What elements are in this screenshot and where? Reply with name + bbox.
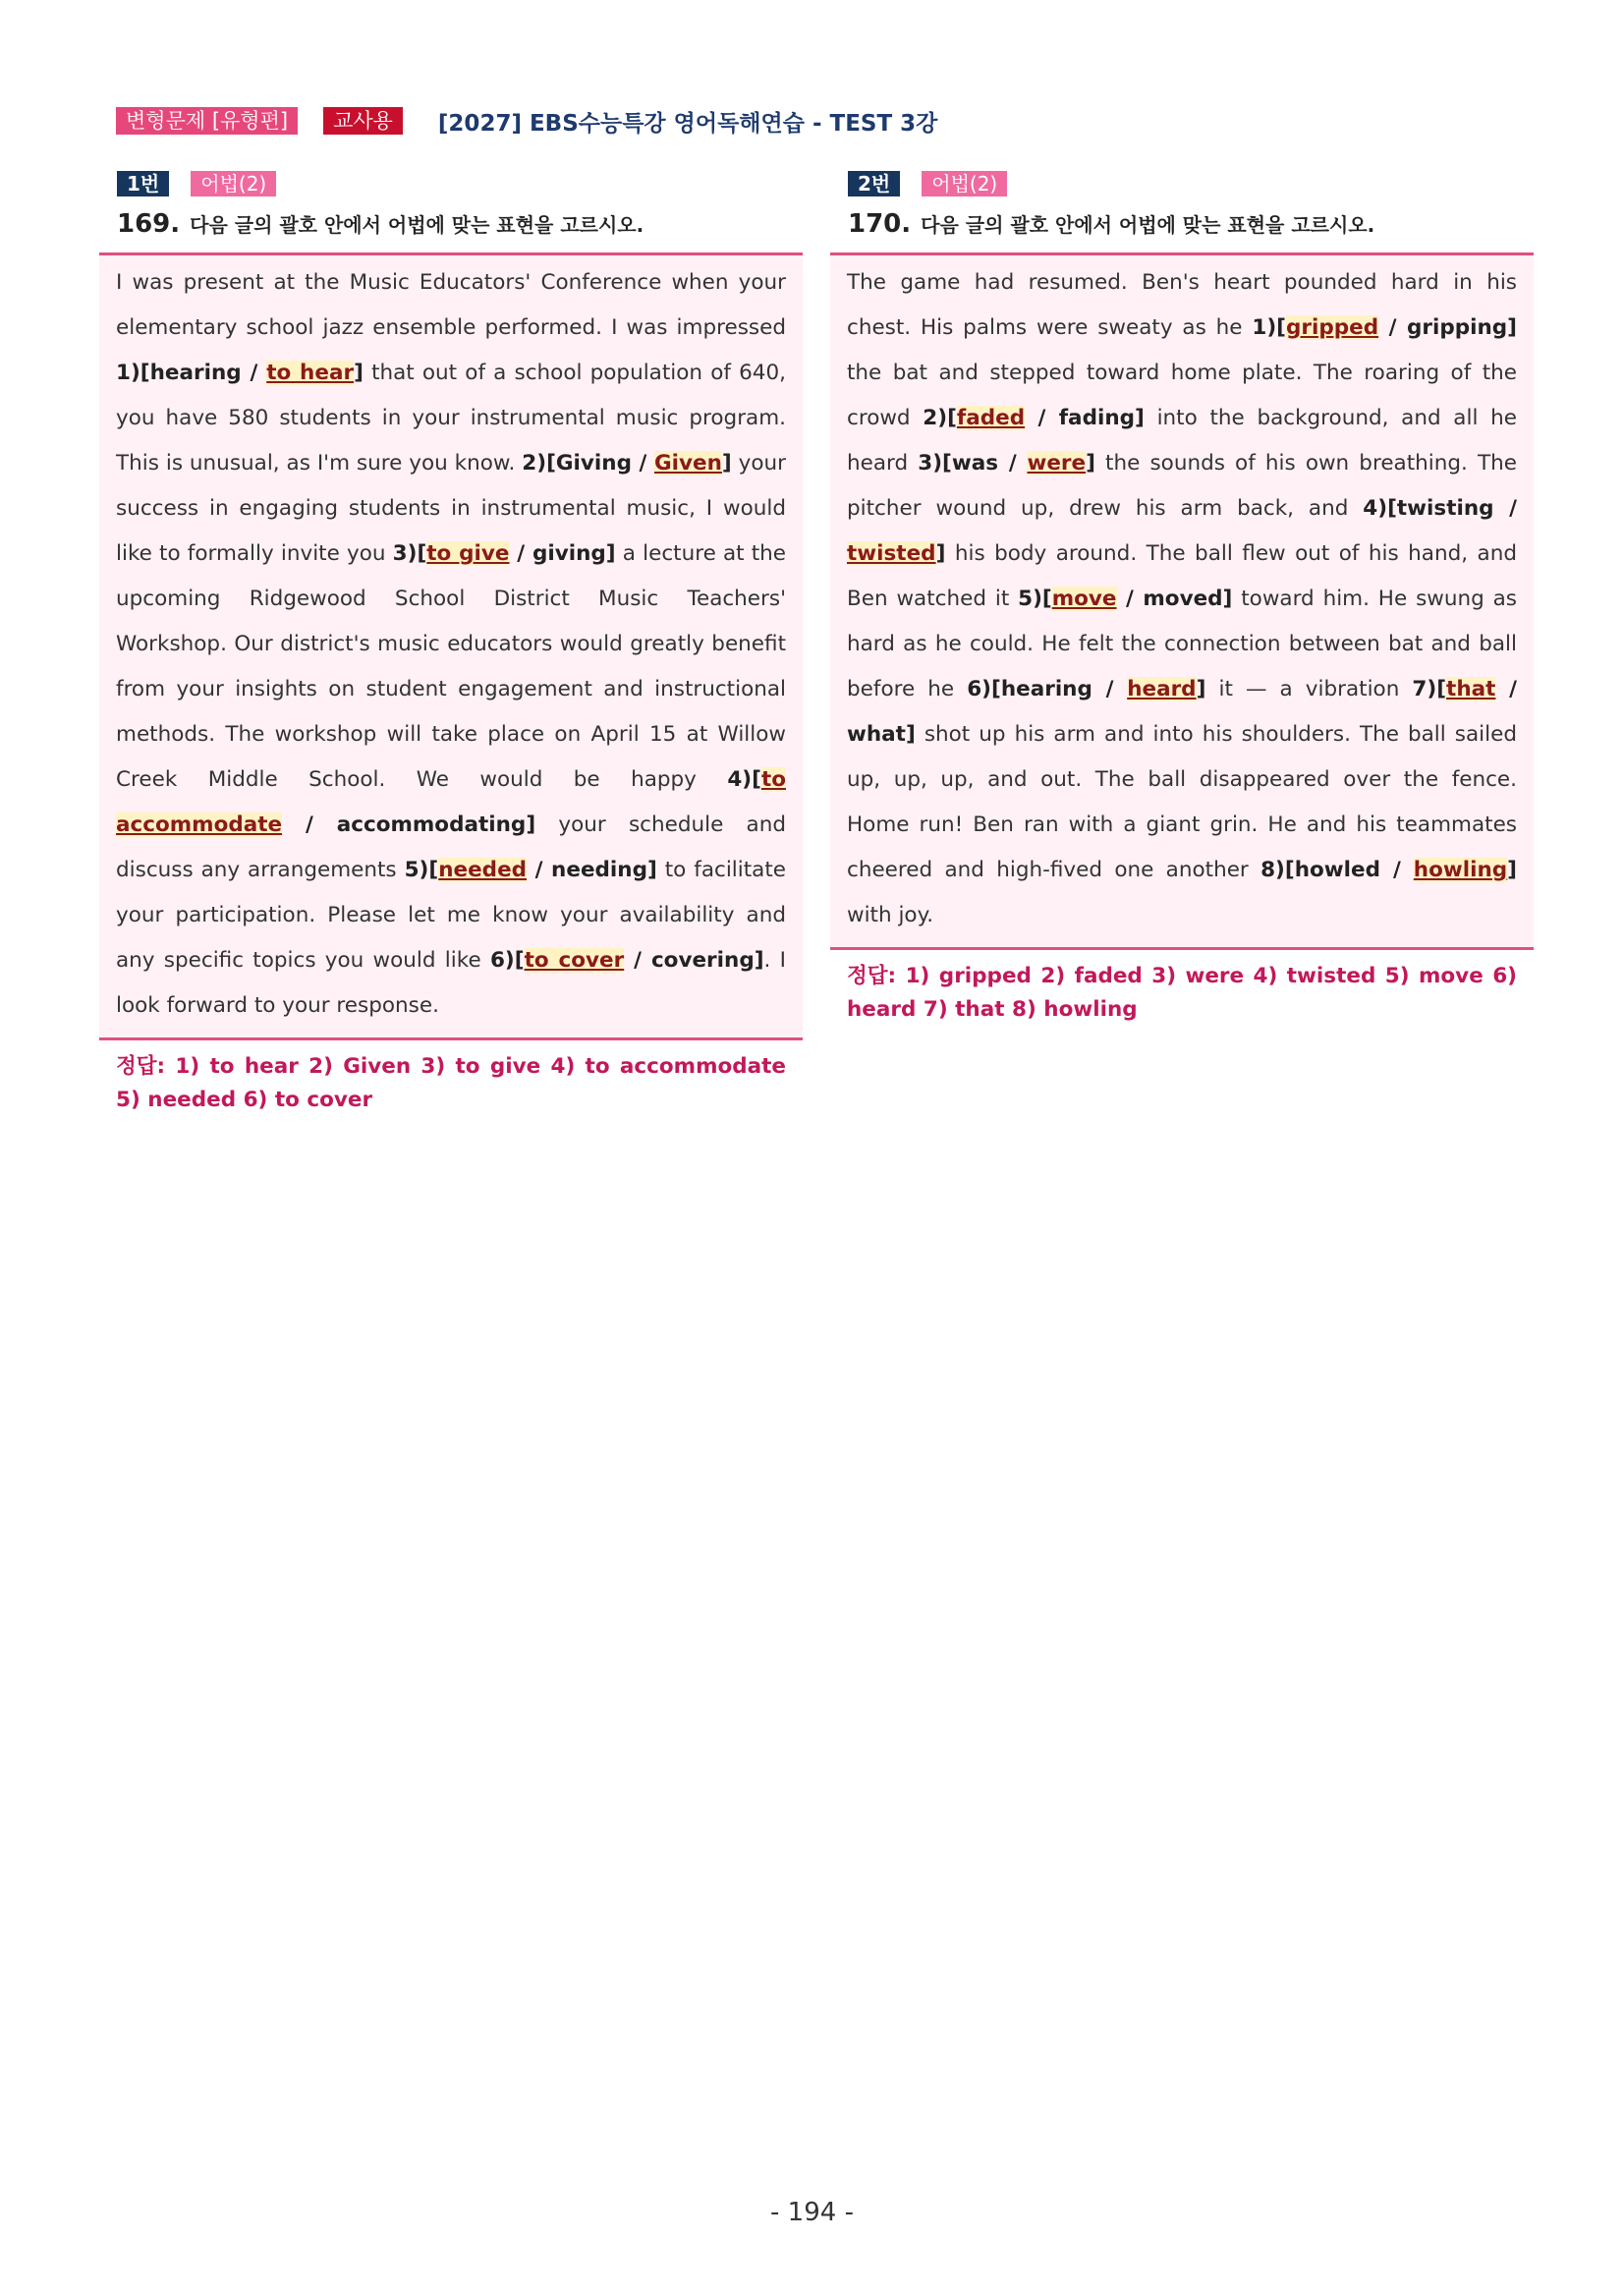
answer-highlight: heard	[1127, 677, 1197, 701]
answer-highlight: to give	[426, 541, 510, 566]
bracket-choice: 5)[	[404, 858, 439, 882]
bracket-choice: / moved]	[1116, 587, 1233, 611]
answer-highlight: Given	[653, 451, 722, 476]
bracket-choice: 6)[hearing /	[967, 677, 1128, 701]
answer-highlight: howling	[1413, 858, 1508, 882]
bracket-choice: / accommodating]	[282, 812, 536, 837]
question-instruction: 다음 글의 괄호 안에서 어법에 맞는 표현을 고르시오.	[190, 213, 644, 237]
bracket-choice: 1)[hearing /	[116, 361, 267, 385]
bracket-choice: / what]	[847, 677, 1518, 747]
question-tags	[848, 170, 1534, 197]
bracket-choice: 2)[	[923, 406, 957, 430]
answer-highlight: to accommodate	[116, 767, 786, 837]
document-title: [2027] EBS수능특강 영어독해연습 - TEST 3강	[437, 110, 938, 137]
question-type-tag: 어법(2)	[922, 171, 1007, 196]
passage-box	[99, 252, 803, 1037]
bracket-choice: 7)[	[1412, 677, 1447, 701]
answer-highlight: that	[1446, 677, 1496, 701]
question-number: 170.	[848, 209, 912, 239]
bracket-choice: 3)[	[392, 541, 427, 566]
passage-box	[830, 252, 1534, 947]
answer-highlight: gripped	[1285, 315, 1379, 340]
bracket-choice: 4)[	[727, 767, 761, 792]
question-tags	[117, 170, 803, 197]
category-tag: 변형문제 [유형편]	[116, 107, 298, 135]
bracket-choice: ]	[1196, 677, 1206, 701]
question-instruction: 다음 글의 괄호 안에서 어법에 맞는 표현을 고르시오.	[921, 213, 1375, 237]
answer-highlight: faded	[956, 406, 1026, 430]
question-type-tag: 어법(2)	[191, 171, 276, 196]
answer-key: 정답: 1) to hear 2) Given 3) to give 4) to accommodate 5) needed 6) to cover	[99, 1037, 803, 1117]
bracket-choice: ]	[1086, 451, 1095, 476]
answer-highlight: twisted	[847, 541, 936, 566]
question-stem	[117, 209, 803, 243]
answer-highlight: to hear	[266, 361, 355, 385]
answer-highlight: to cover	[524, 948, 625, 973]
teacher-tag: 교사용	[323, 107, 403, 135]
bracket-choice: / fading]	[1025, 406, 1145, 430]
answer-key: 정답: 1) gripped 2) faded 3) were 4) twisted 5) move 6) heard 7) that 8) howling	[830, 947, 1534, 1027]
bracket-choice: 1)[	[1252, 315, 1286, 340]
bracket-choice: 3)[was /	[918, 451, 1028, 476]
bracket-choice: / gripping]	[1378, 315, 1517, 340]
bracket-choice: ]	[721, 451, 732, 476]
bracket-choice: / giving]	[509, 541, 616, 566]
bracket-choice: 6)[	[489, 948, 525, 973]
question-number-tag: 1번	[117, 171, 169, 196]
page-number: - 194 -	[770, 2198, 854, 2227]
bracket-choice: 8)[howled /	[1260, 858, 1414, 882]
answer-highlight: were	[1027, 451, 1087, 476]
bracket-choice: 4)[twisting /	[1363, 496, 1517, 521]
question-169	[99, 170, 803, 1117]
bracket-choice: ]	[1507, 858, 1517, 882]
question-number-tag: 2번	[848, 171, 900, 196]
bracket-choice: 2)[Giving /	[522, 451, 654, 476]
bracket-choice: ]	[354, 361, 364, 385]
answer-highlight: move	[1051, 587, 1117, 611]
bracket-choice: ]	[935, 541, 946, 566]
page-header	[116, 106, 937, 136]
bracket-choice: / needing]	[527, 858, 657, 882]
bracket-choice: / covering]	[624, 948, 764, 973]
question-number: 169.	[117, 209, 181, 239]
question-stem	[848, 209, 1534, 243]
passage-text: The game had resumed. Ben's heart pounded hard in his chest. His palms were sweaty as he 1)[gripped / gripping] the bat and stepped toward home plate. The roaring of the crowd 2)[faded / fading] into the background, and all he heard 3)[was / were] the sounds of his own breathing. The pitcher wound up, drew his arm back, and 4)[twisting / twisted] his body around. The ball flew out of his hand, and Ben watched it 5)[move / moved] toward him. He swung as hard as he could. He felt the connection between bat and ball before he 6)[hearing / heard] it — a vibration 7)[that / what] shot up his arm and into his shoulders. The ball sailed up, up, up, and out. The ball disappeared over the fence. Home run! Ben ran with a giant grin. He and his teammates cheered and high-fived one another 8)[howled / howling] with joy.	[847, 270, 1518, 927]
passage-text: I was present at the Music Educators' Conference when your elementary school jazz ensemble performed. I was impressed 1)[hearing / to hear] that out of a school population of 640, you have 580 students in your instrumental music program. This is unusual, as I'm sure you know. 2)[Giving / Given] your success in engaging students in instrumental music, I would like to formally invite you 3)[to give / giving] a lecture at the upcoming Ridgewood School District Music Teachers' Workshop. Our district's music educators would greatly benefit from your insights on student engagement and instructional methods. The workshop will take place on April 15 at Willow Creek Middle School. We would be happy 4)[to accommodate / accommodating] your schedule and discuss any arrangements 5)[needed / needing] to facilitate your participation. Please let me know your availability and any specific topics you would like 6)[to cover / covering]. I look forward to your response.	[116, 270, 787, 1018]
answer-highlight: needed	[438, 858, 528, 882]
bracket-choice: 5)[	[1018, 587, 1052, 611]
question-170	[830, 170, 1534, 1027]
